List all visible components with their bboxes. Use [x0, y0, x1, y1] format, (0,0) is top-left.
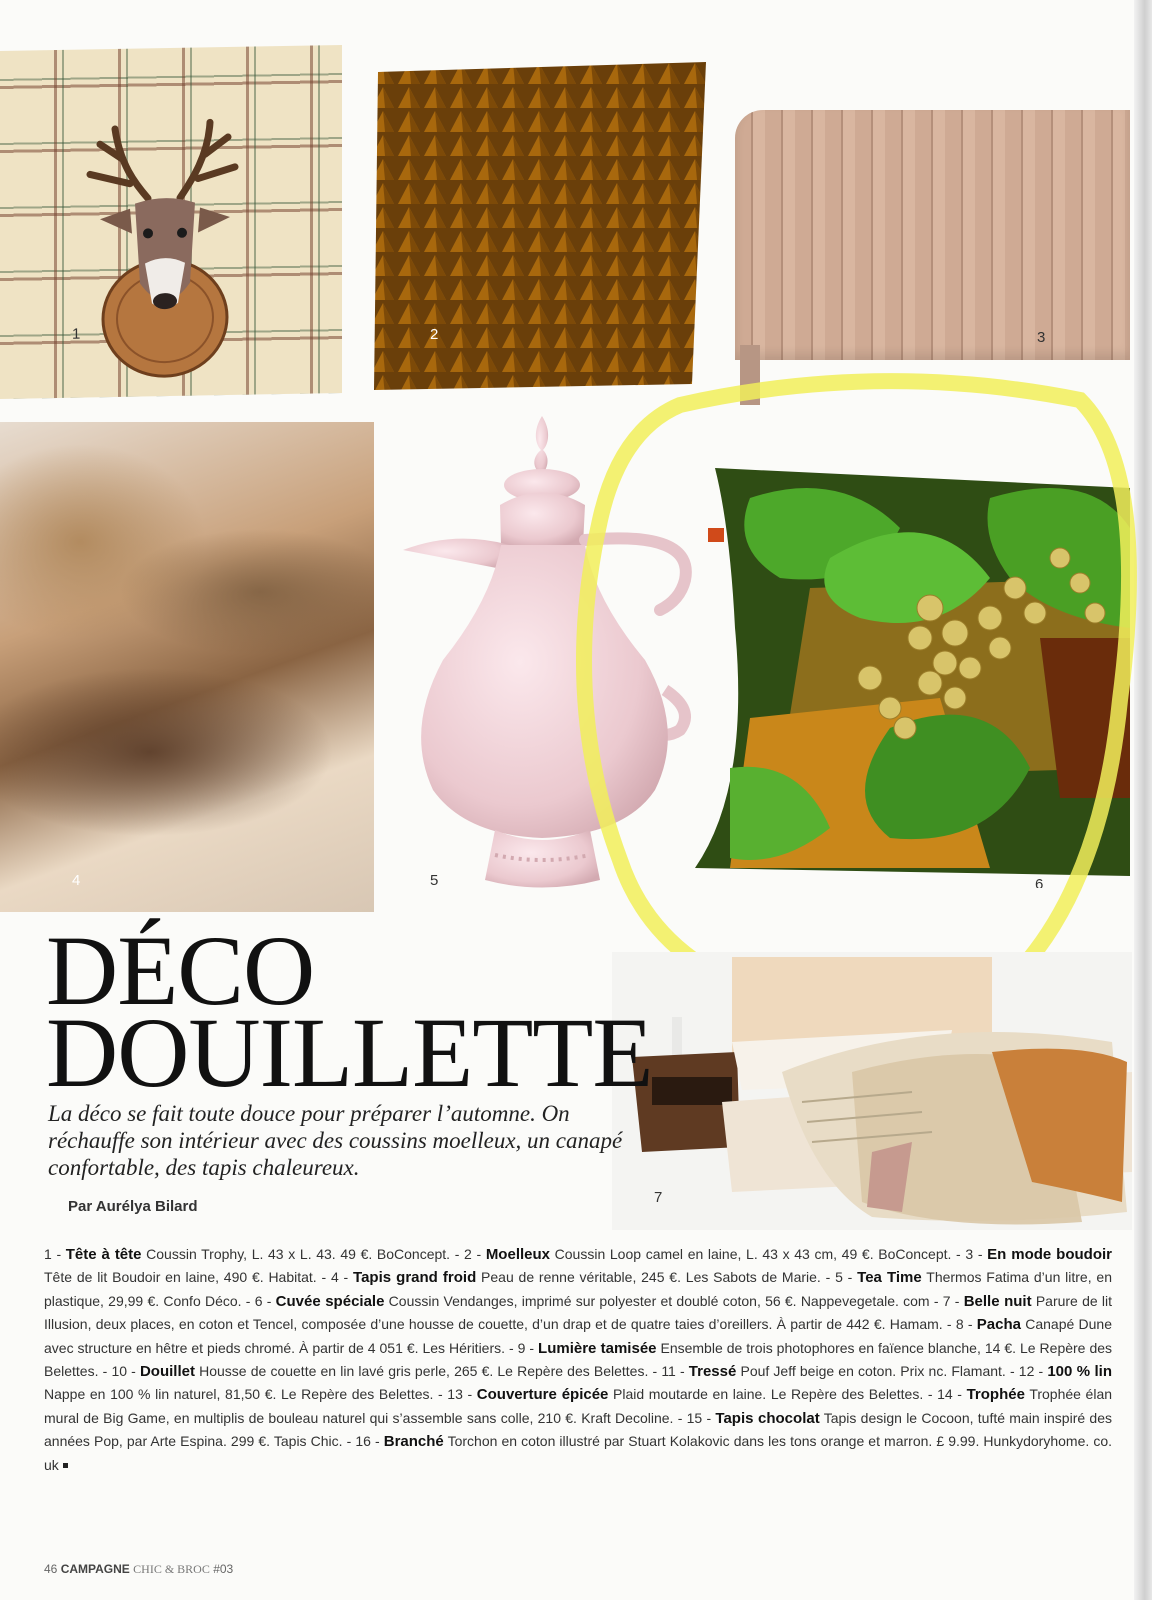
credit-text: Housse de couette en lin lavé gris perle, 265 €. Le Repère des Belettes. - — [194, 1363, 662, 1380]
credit-text: Coussin Loop camel en laine, L. 43 x 43 cm, 49 €. BoConcept. - — [550, 1246, 966, 1262]
credit-title: Tapis grand froid — [353, 1269, 477, 1287]
credit-number: 14 - — [937, 1386, 967, 1403]
credit-text: Trophée élan mural de Big Game, en multiplis de bouleau naturel qui s’assemble sans colle, 210 €. Kraft Decoline. - — [44, 1386, 1113, 1426]
issue-number: #03 — [213, 1562, 234, 1576]
photo-number: 6 — [1035, 876, 1044, 888]
credit-title: 100 % lin — [1047, 1363, 1113, 1381]
credit-item — [447, 1386, 937, 1402]
credit-text: Plaid moutarde en laine. Le Repère des Belettes. - — [608, 1386, 938, 1403]
lead-paragraph: La déco se fait toute douce pour préparer l’automne. On réchauffe son intérieur avec des coussins moelleux, un canapé confortable, des tapis chaleureux. — [48, 1101, 623, 1180]
credit-number: 11 - — [661, 1363, 689, 1380]
credit-text: Canapé Dune avec structure en hêtre et pieds chromé. À partir de 4 051 €. Les Héritiers. - — [44, 1316, 1112, 1356]
credit-number: 7 - — [942, 1292, 964, 1309]
credit-number: 12 - — [1018, 1363, 1048, 1380]
credit-title: Branché — [383, 1433, 444, 1451]
credit-text: Ensemble de trois photophores en faïence blanche, 14 €. Le Repère des Belettes. - — [44, 1339, 1113, 1380]
credit-item — [44, 1246, 464, 1262]
credit-item — [661, 1363, 1018, 1379]
credit-item — [255, 1293, 943, 1309]
photo-bed — [612, 952, 1132, 1230]
photo-number: 3 — [1037, 329, 1046, 346]
magazine-brand-suffix: CHIC & BROC — [133, 1562, 210, 1576]
page-number: 46 — [44, 1562, 58, 1576]
credit-title: Lumière tamisée — [538, 1339, 657, 1357]
photo-number: 4 — [72, 872, 81, 889]
credit-title: Tête à tête — [65, 1246, 142, 1263]
credit-title: Douillet — [139, 1363, 195, 1381]
bed-icon — [612, 952, 1132, 1230]
photo-number: 1 — [72, 325, 81, 343]
page-title-line1: DÉCO — [46, 915, 315, 1026]
page-title — [46, 915, 653, 1108]
credit-title: En mode boudoir — [987, 1246, 1112, 1263]
photo-number: 2 — [430, 326, 439, 343]
credit-number: 4 - — [330, 1269, 354, 1286]
end-mark-icon — [63, 1463, 68, 1468]
credit-text: Coussin Vendanges, imprimé sur polyester et doublé coton, 56 €. Nappevegetale. com - — [384, 1292, 943, 1309]
magazine-brand: CAMPAGNE — [60, 1562, 130, 1576]
page-title-line2: DOUILLETTE — [46, 997, 653, 1108]
credit-number: 3 - — [965, 1246, 988, 1262]
credit-title: Moelleux — [485, 1246, 550, 1263]
credit-title: Tea Time — [857, 1269, 922, 1287]
credit-title: Cuvée spéciale — [275, 1292, 385, 1310]
photo-number: 7 — [654, 1189, 663, 1206]
credit-number: 13 - — [447, 1386, 477, 1403]
credit-number: 9 - — [517, 1339, 539, 1356]
credit-item — [331, 1269, 835, 1285]
credit-title: Trophée — [966, 1386, 1025, 1404]
credit-number: 1 - — [44, 1246, 66, 1262]
credit-text: Peau de renne véritable, 245 €. Les Sabots de Marie. - — [476, 1269, 836, 1286]
credit-item — [464, 1246, 965, 1262]
credit-number: 10 - — [111, 1363, 140, 1380]
credit-item — [111, 1363, 661, 1379]
credit-title: Tressé — [688, 1363, 737, 1381]
credit-number: 8 - — [955, 1316, 977, 1333]
credit-text: Tête de lit Boudoir en laine, 490 €. Habitat. - — [44, 1269, 331, 1286]
credit-number: 2 - — [464, 1246, 486, 1262]
credit-text: Thermos Fatima d’un litre, en plastique, 29,99 €. Confo Déco. - — [44, 1269, 1112, 1309]
credit-title: Belle nuit — [963, 1292, 1032, 1310]
credit-text: Pouf Jeff beige en coton. Prix nc. Flamant. - — [736, 1363, 1019, 1380]
credit-title: Pacha — [976, 1316, 1021, 1334]
credit-text: Tapis design le Cocoon, tufté main inspiré des années Pop, par Arte Espina. 299 €. Tapis Chic. - — [44, 1409, 1112, 1450]
credit-title: Couverture épicée — [476, 1386, 609, 1404]
credit-number: 6 - — [254, 1292, 276, 1309]
credit-number: 5 - — [835, 1269, 858, 1286]
photo-number: 5 — [430, 872, 439, 889]
credit-number: 15 - — [686, 1409, 716, 1426]
credit-number: 16 - — [355, 1433, 384, 1450]
credit-text: Nappe en 100 % lin naturel, 81,50 €. Le Repère des Belettes. - — [44, 1386, 448, 1403]
credit-title: Tapis chocolat — [715, 1409, 820, 1427]
byline: Par Aurélya Bilard — [68, 1198, 198, 1215]
credit-text: Parure de lit Illusion, deux places, en coton et Tencel, composée d’une housse de couette, d’un drap et de quatre taies d’oreillers. À partir de 442 €. Hamam. - — [44, 1292, 1113, 1333]
credit-text: Coussin Trophy, L. 43 x L. 43. 49 €. BoConcept. - — [141, 1246, 465, 1262]
product-credits — [44, 1243, 1112, 1476]
page-footer — [44, 1562, 233, 1577]
credit-text: Torchon en coton illustré par Stuart Kolakovic dans les tons orange et marron. £ 9.99. Hunkydoryhome. co. uk — [44, 1433, 1113, 1473]
